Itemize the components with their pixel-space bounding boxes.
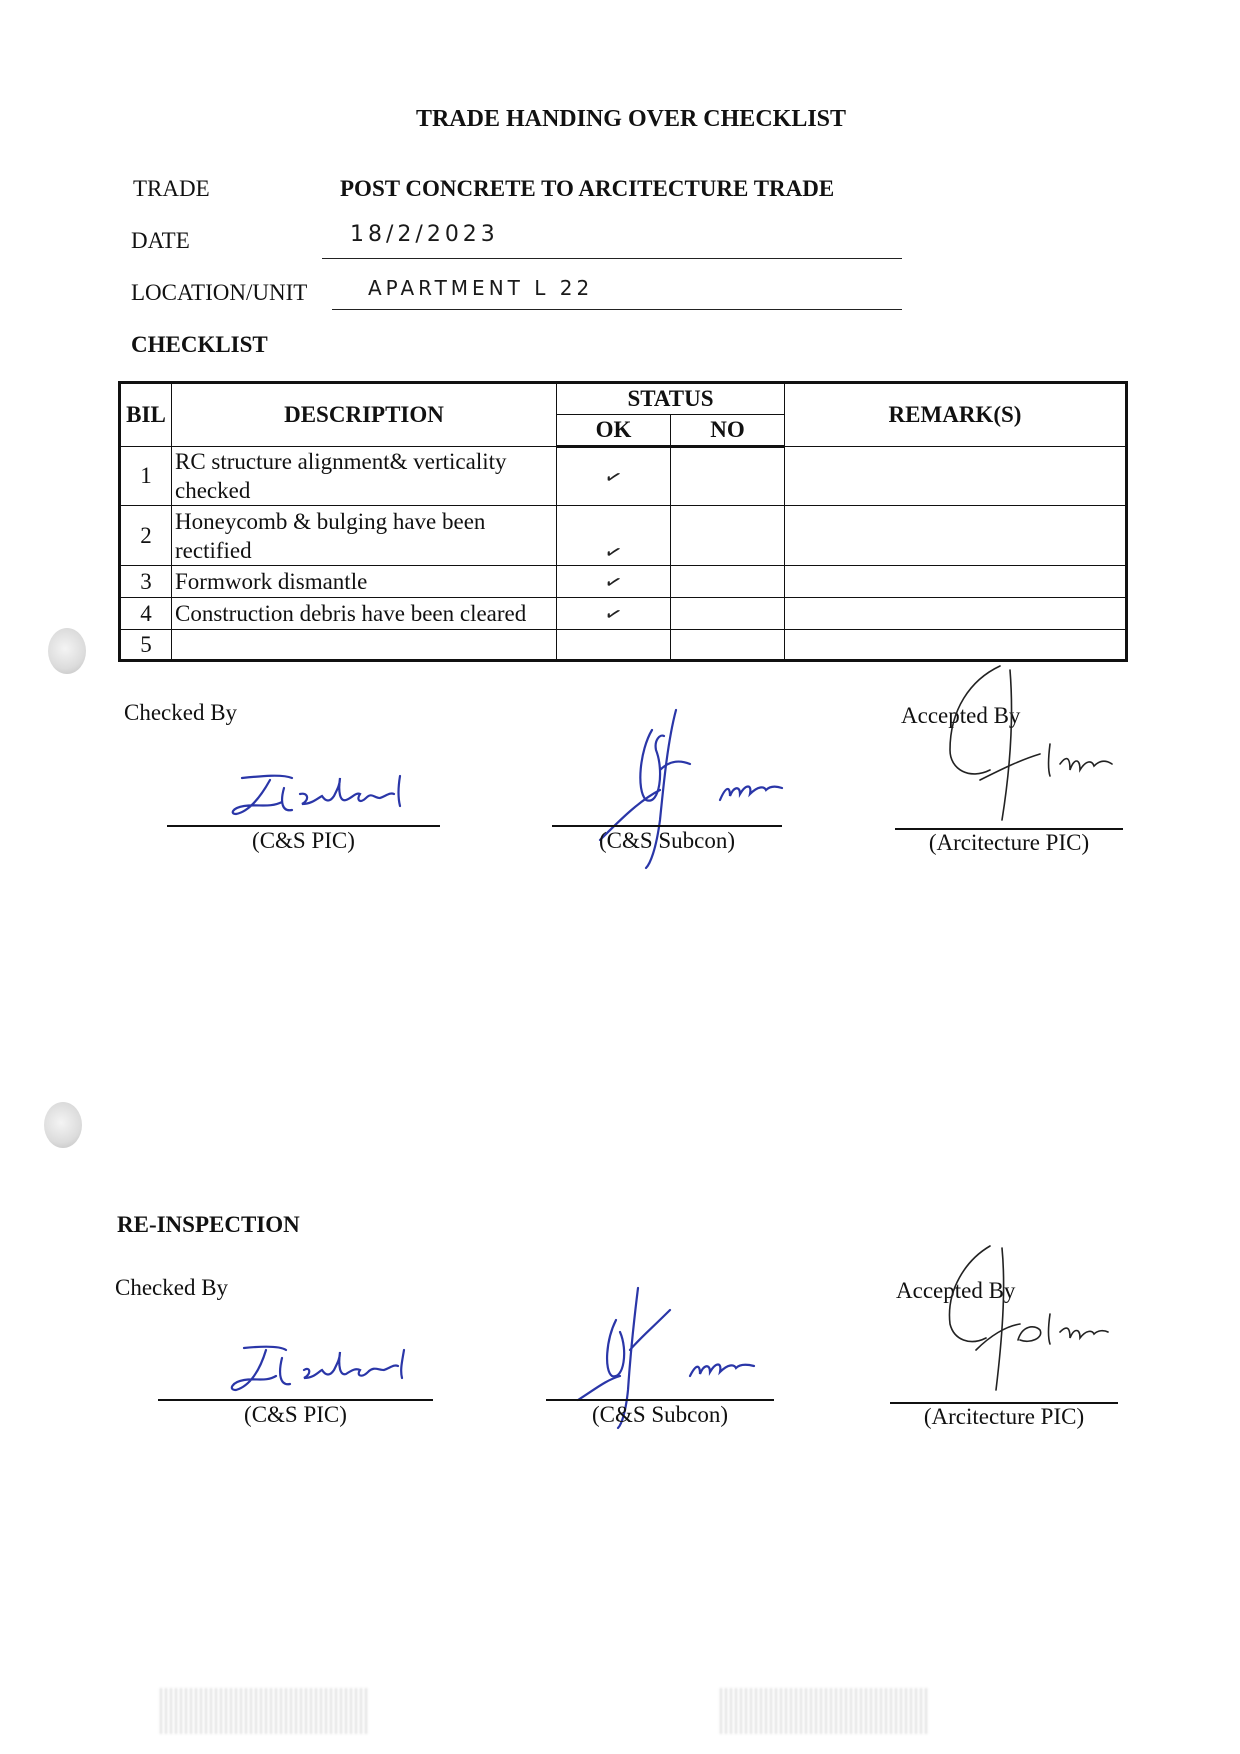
reinspection-cs-pic-caption: (C&S PIC): [244, 1402, 347, 1427]
table-row: [120, 630, 1127, 661]
trade-label: TRADE: [133, 176, 210, 201]
punch-hole: [48, 628, 86, 674]
location-value[interactable]: APARTMENT L 22: [368, 276, 594, 300]
reinspection-cs-pic-signature-line: [158, 1399, 433, 1401]
scan-smudge: [720, 1688, 930, 1734]
row-description: RC structure alignment& verticality checked: [172, 447, 557, 506]
date-underline: [322, 258, 902, 259]
row-no-cell[interactable]: [671, 447, 785, 506]
row-no-cell[interactable]: [671, 598, 785, 630]
row-remark-cell[interactable]: [785, 630, 1127, 661]
cs-pic-signature: [222, 768, 422, 823]
reinspection-cs-subcon-signature-line: [546, 1399, 774, 1401]
row-no-cell[interactable]: [671, 630, 785, 661]
date-label: DATE: [131, 228, 190, 253]
row-description: Construction debris have been cleared: [172, 598, 557, 630]
reinspection-cs-subcon-caption: (C&S Subcon): [591, 1402, 729, 1427]
row-remark-cell[interactable]: [785, 506, 1127, 566]
header-description: DESCRIPTION: [172, 383, 557, 447]
tick-mark-icon: ✓: [601, 462, 626, 491]
row-ok-cell[interactable]: [557, 598, 671, 630]
reinspection-checked-by-label: Checked By: [115, 1275, 229, 1300]
row-bil: 2: [120, 506, 172, 566]
header-bil: BIL: [120, 383, 172, 447]
table-row: [120, 447, 1127, 506]
row-remark-cell[interactable]: [785, 598, 1127, 630]
row-no-cell[interactable]: [671, 506, 785, 566]
accepted-by-label: Accepted By: [901, 703, 1021, 728]
table-row: [120, 506, 1127, 566]
row-remark-cell[interactable]: [785, 566, 1127, 598]
reinspection-cs-pic-signature: [220, 1340, 420, 1400]
cs-subcon-caption: (C&S Subcon): [598, 828, 736, 853]
reinspection-heading: RE-INSPECTION: [117, 1212, 300, 1237]
row-bil: 3: [120, 566, 172, 598]
date-value[interactable]: 18/2/2023: [350, 222, 499, 247]
trade-value: POST CONCRETE TO ARCITECTURE TRADE: [340, 176, 835, 201]
row-bil: 5: [120, 630, 172, 661]
reinspection-arch-pic-caption: (Arcitecture PIC): [923, 1404, 1085, 1429]
header-ok: OK: [557, 415, 671, 447]
row-description: Formwork dismantle: [172, 566, 557, 598]
row-description[interactable]: [172, 630, 557, 661]
row-ok-cell[interactable]: [557, 566, 671, 598]
header-status: STATUS: [557, 383, 785, 415]
row-no-cell[interactable]: [671, 566, 785, 598]
tick-mark-icon: ✓: [601, 599, 626, 628]
tick-mark-icon: ✓: [601, 567, 626, 596]
cs-pic-signature-line: [167, 825, 440, 827]
location-label: LOCATION/UNIT: [131, 280, 308, 305]
arch-pic-caption: (Arcitecture PIC): [928, 830, 1090, 855]
row-ok-cell[interactable]: [557, 630, 671, 661]
row-description: Honeycomb & bulging have been rectified: [172, 506, 557, 566]
row-bil: 4: [120, 598, 172, 630]
scan-smudge: [160, 1688, 370, 1734]
checklist-table: [118, 381, 1128, 662]
table-row: [120, 566, 1127, 598]
row-ok-cell[interactable]: [557, 447, 671, 506]
location-underline: [332, 309, 902, 310]
arch-pic-signature: [910, 660, 1130, 830]
tick-mark-icon: ✓: [601, 537, 626, 567]
header-no: NO: [671, 415, 785, 447]
cs-subcon-signature-line: [552, 825, 782, 827]
row-ok-cell[interactable]: [557, 506, 671, 566]
reinspection-arch-pic-signature: [910, 1240, 1110, 1400]
row-bil: 1: [120, 447, 172, 506]
punch-hole: [44, 1102, 82, 1148]
document-title: TRADE HANDING OVER CHECKLIST: [415, 106, 847, 132]
table-row: [120, 598, 1127, 630]
checked-by-label: Checked By: [124, 700, 238, 725]
cs-pic-caption: (C&S PIC): [252, 828, 355, 853]
header-remarks: REMARK(S): [785, 383, 1127, 447]
row-remark-cell[interactable]: [785, 447, 1127, 506]
checklist-heading: CHECKLIST: [131, 332, 268, 357]
reinspection-accepted-by-label: Accepted By: [896, 1278, 1016, 1303]
